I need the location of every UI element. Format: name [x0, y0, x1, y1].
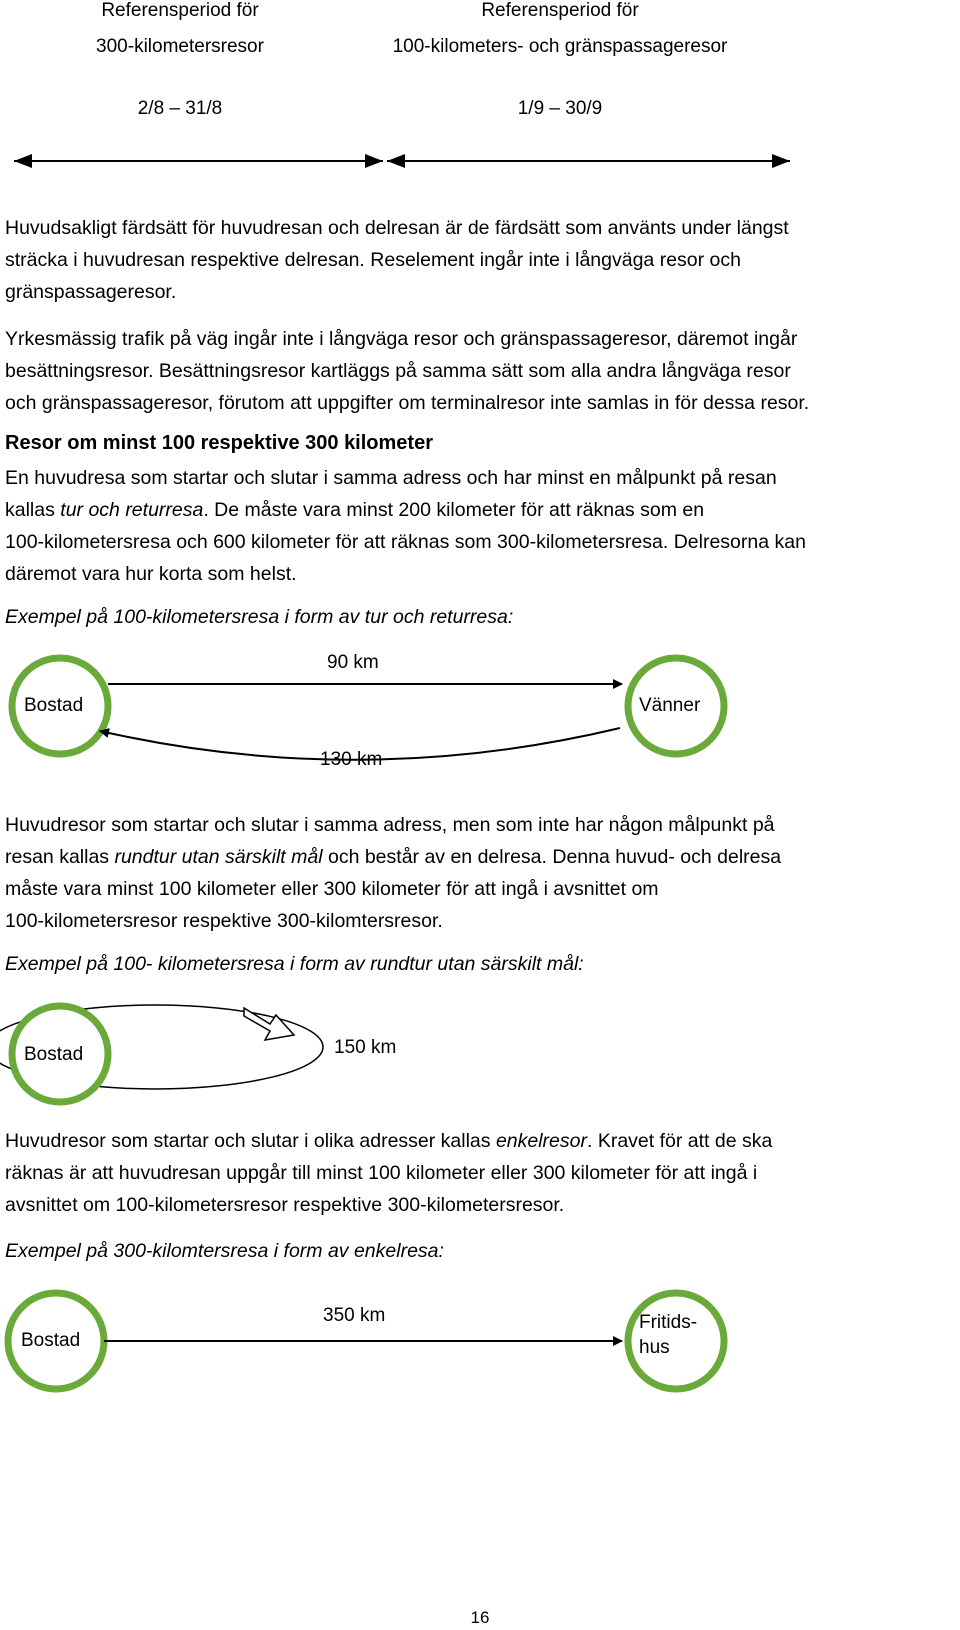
text-line: 100-kilometersresor respektive 300-kilomtersresor.	[5, 910, 443, 932]
return-distance: 130 km	[320, 749, 383, 770]
left-period-title-1: Referensperiod för	[101, 0, 259, 21]
paragraph-one-way	[5, 1125, 950, 1221]
timeline-arrow-left	[14, 154, 383, 168]
text-line: gränspassageresor.	[5, 281, 177, 303]
outbound-distance: 90 km	[327, 652, 379, 673]
text-line: räknas är att huvudresan uppgår till minst 100 kilometer eller 300 kilometer för att ingå i	[5, 1162, 758, 1184]
text-fragment: och består av en delresa. Denna huvud- och delresa	[322, 846, 782, 868]
term-emphasis: rundtur utan särskilt mål	[114, 846, 323, 868]
one-way-distance: 350 km	[323, 1305, 386, 1326]
fritidshus-label-1: Fritids-	[639, 1312, 698, 1333]
example2-caption: Exempel på 100- kilometersresa i form av rundtur utan särskilt mål:	[5, 953, 584, 975]
paragraph-round-trip	[5, 462, 950, 590]
term-emphasis: tur och returresa	[60, 499, 204, 521]
left-period-dates: 2/8 – 31/8	[137, 98, 223, 119]
bostad-label-3: Bostad	[21, 1330, 81, 1351]
left-period-title-2: 300-kilometersresor	[96, 36, 264, 57]
bostad-label-2: Bostad	[24, 1044, 84, 1065]
section-heading: Resor om minst 100 respektive 300 kilometer	[5, 432, 433, 454]
text-line: En huvudresa som startar och slutar i samma adress och har minst en målpunkt på resan	[5, 467, 777, 489]
paragraph-main-mode	[5, 212, 950, 308]
paragraph-round-tour	[5, 809, 950, 937]
text-line: Huvudresor som startar och slutar i samma adress, men som inte har någon målpunkt på	[5, 814, 775, 836]
fritidshus-label-2: hus	[639, 1337, 670, 1358]
text-line: 100-kilometersresa och 600 kilometer för att räknas som 300-kilometersresa. Delresorna kan	[5, 531, 806, 553]
text-line: och gränspassageresor, förutom att uppgifter om terminalresor inte samlas in för dessa resor.	[5, 392, 810, 414]
text-fragment: . Kravet för att de ska	[586, 1130, 773, 1152]
vanner-label: Vänner	[639, 695, 701, 716]
text-line: Yrkesmässig trafik på väg ingår inte i långväga resor och gränspassageresor, däremot ingår	[5, 328, 798, 350]
text-line: Huvudsakligt färdsätt för huvudresan och delresan är de färdsätt som använts under längst	[5, 217, 789, 239]
page-number: 16	[470, 1608, 490, 1627]
text-fragment: . De måste vara minst 200 kilometer för att räknas som en	[203, 499, 705, 521]
right-period-title-1: Referensperiod för	[481, 0, 639, 21]
direction-arrow	[244, 1008, 294, 1040]
bostad-label-1: Bostad	[24, 695, 84, 716]
text-line: sträcka i huvudresan respektive delresan. Reselement ingår inte i långväga resor och	[5, 249, 741, 271]
text-line: måste vara minst 100 kilometer eller 300 kilometer för att ingå i avsnittet om	[5, 878, 659, 900]
text-line: avsnittet om 100-kilometersresor respektive 300-kilometersresor.	[5, 1194, 565, 1216]
text-fragment: resan kallas	[5, 846, 115, 868]
text-line: däremot vara hur korta som helst.	[5, 563, 297, 585]
paragraph-professional-traffic	[5, 323, 950, 419]
timeline-arrow-right	[387, 154, 790, 168]
text-line: besättningsresor. Besättningsresor kartläggs på samma sätt som alla andra långväga resor	[5, 360, 791, 382]
text-fragment: kallas	[5, 499, 61, 521]
term-emphasis: enkelresor	[495, 1130, 587, 1152]
tour-distance: 150 km	[334, 1037, 397, 1058]
right-period-title-2: 100-kilometers- och gränspassageresor	[392, 36, 728, 57]
text-fragment: Huvudresor som startar och slutar i olika adresser kallas	[5, 1130, 496, 1152]
example1-caption: Exempel på 100-kilometersresa i form av tur och returresa:	[5, 606, 514, 628]
right-period-dates: 1/9 – 30/9	[517, 98, 603, 119]
example3-caption: Exempel på 300-kilomtersresa i form av enkelresa:	[5, 1240, 444, 1262]
